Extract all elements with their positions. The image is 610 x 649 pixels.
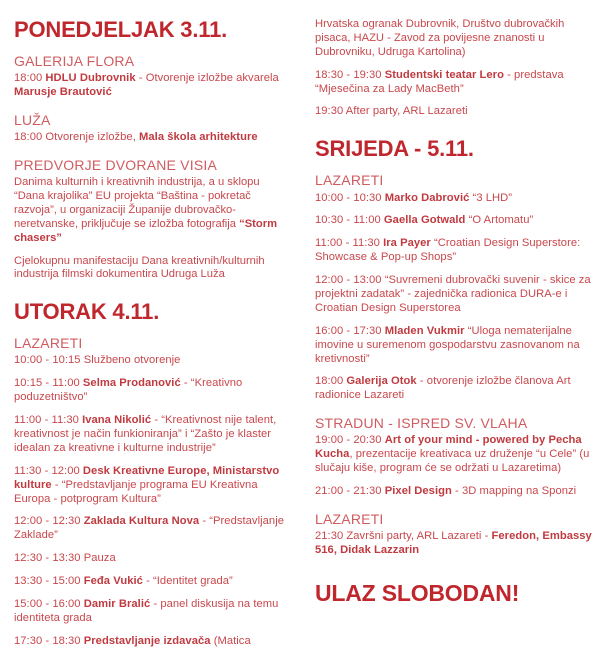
entry-time: 12:00 - 13:00: [315, 274, 385, 287]
schedule-item: [14, 465, 291, 507]
entry-text: - predstava “Mjesečina za Lady MacBeth”: [315, 68, 564, 95]
entry-time: 10:15 - 11:00: [14, 377, 83, 390]
entry-text: “Uloga nematerijalne imovine u suremenom gospodarstvu zasnovanom na kretivnosti”: [315, 324, 580, 365]
entry-highlight-2: Marusje Brautović: [14, 86, 112, 99]
entry-time: 18:00: [14, 131, 46, 144]
entry-text: - “Kreativnost nije talent, kreativnost je način funkioniranja” i “Zašto je klaster idealan za kreativne i kulturne industrije”: [14, 414, 277, 454]
entry-text: “O Artomatu”: [465, 214, 534, 227]
entry-time: 11:00 - 11:30: [14, 414, 83, 427]
entry-time: 21:00 - 21:30: [315, 484, 385, 497]
entry-highlight: Feredon, Embassy 516, Didak Lazzarin: [315, 529, 592, 556]
entry-time: 16:00 - 17:30: [315, 324, 385, 337]
schedule-item: [14, 414, 291, 456]
entry-text: - “Predstavljanje programa EU Kreativna Europa - potprogram Kultura”: [14, 478, 258, 505]
entry-text: , prezentacije kreativaca uz druženje “u Cele” (u slučaju kiše, program će se održati u Lazaretima): [315, 448, 590, 475]
venue-lazareti-wednesday: LAZARETI: [315, 172, 384, 189]
entry-highlight: Pixel Design: [384, 484, 452, 497]
schedule-item: [315, 214, 600, 228]
closing-statement: ULAZ SLOBODAN!: [315, 579, 520, 606]
schedule-item: [14, 354, 291, 368]
entry-highlight: Marko Dabrović: [384, 191, 470, 204]
day-title-tuesday: UTORAK 4.11.: [14, 299, 160, 325]
entry-text: Službeno otvorenje: [83, 354, 181, 367]
entry-highlight: Mladen Vukmir: [384, 324, 465, 337]
day-title-wednesday: SRIJEDA - 5.11.: [315, 136, 474, 162]
entry-galerija-flora: [14, 72, 291, 100]
schedule-item: [14, 552, 291, 566]
entry-time: 18:30 - 19:30: [315, 68, 385, 81]
entry-highlight: Gaella Gotwald: [383, 214, 466, 227]
schedule-wednesday: [315, 192, 600, 404]
entry-highlight: HDLU Dubrovnik: [45, 72, 136, 85]
entry-highlight: Mala škola arhitekture: [139, 131, 258, 144]
entry-time: 12:00 - 12:30: [14, 515, 84, 528]
entry-time: 10:30 - 11:00: [315, 214, 384, 227]
venue-lazareti-tuesday: LAZARETI: [14, 335, 83, 352]
entry-text: Završni party, ARL Lazareti -: [346, 529, 492, 542]
schedule-item: [315, 69, 600, 97]
schedule-item: [315, 325, 600, 367]
entry-text: “Suvremeni dubrovački suvenir - skice za projektni zadatak” - zajednička radionica DURA-e i Croatian Design Superstorea: [315, 274, 591, 314]
schedule-item: [315, 530, 600, 558]
venue-luza: LUŽA: [14, 111, 51, 128]
entry-time: 13:30 - 15:00: [14, 575, 84, 588]
entry-highlight: Selma Prodanović: [82, 377, 181, 390]
schedule-item: [315, 274, 600, 316]
schedule-item: [315, 375, 600, 403]
entry-text: - “Kreativno poduzetništvo”: [14, 377, 243, 404]
entry-text: Otvorenje izložbe,: [45, 131, 140, 144]
schedule-item: [14, 575, 291, 589]
entry-time: 12:30 - 13:30: [14, 552, 84, 565]
entry-highlight: Damir Bralić: [83, 598, 151, 611]
venue-galerija-flora: GALERIJA FLORA: [14, 53, 135, 70]
entry-text: - otvorenje izložbe članova Art radionice Lazareti: [315, 375, 571, 402]
schedule-item: [315, 485, 600, 499]
entry-time: 21:30: [315, 529, 347, 542]
entry-time: 10:00 - 10:30: [315, 191, 385, 204]
schedule-item: [14, 598, 291, 626]
entry-time: 18:00: [14, 72, 46, 85]
entry-text: “Croatian Design Superstore: Showcase & Pop-up Shops”: [315, 237, 581, 264]
entry-highlight: Art of your mind - powered by Pecha Kucha: [315, 434, 582, 461]
entry-text: “3 LHD”: [469, 191, 513, 204]
schedule-lazareti-closing: [315, 530, 600, 558]
schedule-tuesday-continued: [315, 69, 600, 120]
schedule-item: [315, 105, 600, 119]
paragraph-text: Danima kulturnih i kreativnih industrija, a u sklopu “Dana krajolika” EU projekta “Baština - pokretač razvoja”, u organizaciji Županije dubrovačko-neretvanske, priključuje se izložba fotografija: [14, 176, 260, 230]
schedule-item: [14, 377, 291, 405]
day-title-monday: PONEDJELJAK 3.11.: [14, 17, 228, 42]
entry-time: 11:30 - 12:00: [14, 464, 83, 477]
paragraph-visia: [14, 176, 291, 245]
schedule-item: [315, 237, 600, 265]
entry-text: - 3D mapping na Sponzi: [451, 484, 577, 497]
entry-highlight: Feđa Vukić: [83, 575, 143, 588]
entry-time: 11:00 - 11:30: [315, 237, 384, 250]
entry-highlight: Galerija Otok: [346, 375, 417, 388]
entry-text: (Matica: [210, 634, 251, 647]
entry-time: 18:00: [315, 375, 347, 388]
entry-highlight: Ira Payer: [383, 237, 431, 250]
entry-text: Pauza: [83, 552, 116, 565]
entry-highlight: Ivana Nikolić: [82, 414, 152, 427]
schedule-item: [14, 635, 291, 649]
entry-luza: [14, 131, 291, 145]
entry-text: After party, ARL Lazareti: [345, 105, 468, 118]
paragraph-note: Cjelokupnu manifestaciju Dana kreativnih/kulturnih industrija filmski dokumentira Udruga Luža: [14, 254, 265, 281]
venue-lazareti-closing: LAZARETI: [315, 510, 384, 527]
schedule-item: [14, 515, 291, 543]
entry-time: 17:30 - 18:30: [14, 634, 84, 647]
schedule-stradun: [315, 434, 600, 499]
entry-highlight: Desk Kreativne Europe, Ministarstvo kulture: [14, 464, 280, 491]
entry-time: 19:00 - 20:30: [315, 434, 385, 447]
right-column: [305, 0, 610, 610]
schedule-item: [315, 434, 600, 476]
entry-time: 10:00 - 10:15: [14, 354, 84, 367]
entry-text: - “Identitet grada”: [142, 575, 233, 588]
entry-highlight: Zaklada Kultura Nova: [83, 515, 200, 528]
schedule-item: [315, 192, 600, 206]
entry-highlight: Predstavljanje izdavača: [83, 634, 211, 647]
venue-predvorje-visia: PREDVORJE DVORANE VISIA: [14, 156, 217, 173]
paragraph-highlight: “Storm chasers”: [14, 217, 278, 244]
left-column: [0, 0, 305, 647]
entry-highlight: Studentski teatar Lero: [384, 68, 504, 81]
entry-time: 15:00 - 16:00: [14, 598, 84, 611]
entry-text: - Otvorenje izložbe akvarela: [135, 72, 279, 85]
schedule-tuesday: [14, 354, 291, 648]
entry-time: 19:30: [315, 105, 346, 118]
entry-text: - “Predstavljanje Zaklade”: [14, 515, 284, 542]
entry-text: - panel diskusija na temu identiteta grada: [14, 598, 279, 624]
venue-stradun: STRADUN - ISPRED SV. VLAHA: [315, 415, 528, 432]
paragraph-continuation: Hrvatska ogranak Dubrovnik, Društvo dubrovačkih pisaca, HAZU - Zavod za povijesne znanosti u Dubrovniku, Udruga Kartolina): [315, 18, 565, 58]
